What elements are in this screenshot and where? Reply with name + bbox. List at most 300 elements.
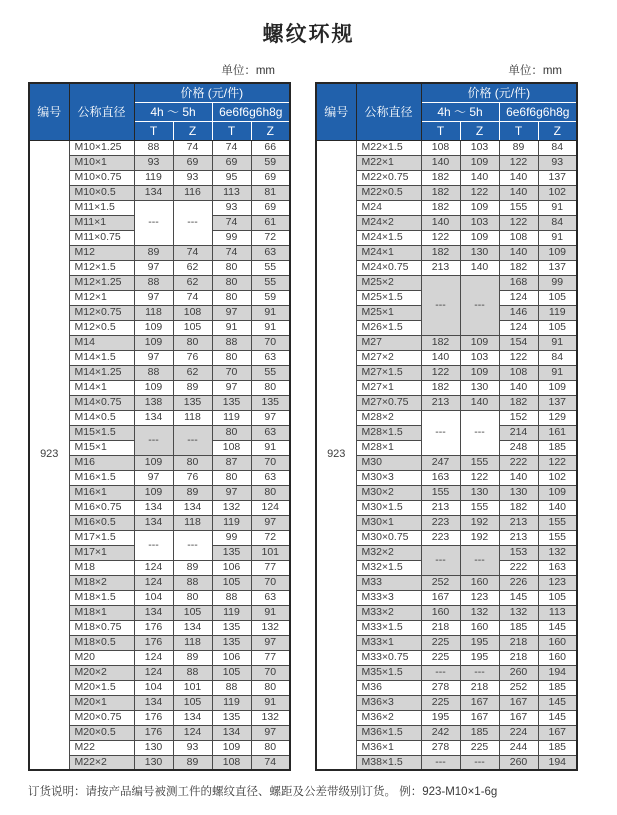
diameter-cell: M33: [356, 575, 421, 590]
table-row: [316, 215, 577, 230]
price-cell: 74: [212, 245, 251, 260]
price-cell: 155: [499, 200, 538, 215]
diameter-cell: M27×2: [356, 350, 421, 365]
diameter-cell: M16: [69, 455, 134, 470]
header-serial: 编号: [29, 83, 69, 140]
price-cell: 84: [538, 215, 577, 230]
price-cell: 80: [173, 455, 212, 470]
price-cell: 140: [460, 260, 499, 275]
price-cell: 135: [212, 635, 251, 650]
price-cell: 160: [460, 575, 499, 590]
table-row: [29, 485, 290, 500]
price-cell: 185: [538, 440, 577, 455]
price-cell: 122: [538, 455, 577, 470]
price-cell: 74: [212, 215, 251, 230]
table-row: [316, 515, 577, 530]
price-cell: 225: [421, 650, 460, 665]
diameter-cell: M20: [69, 650, 134, 665]
diameter-cell: M18×0.5: [69, 635, 134, 650]
price-cell: 167: [460, 695, 499, 710]
diameter-cell: M27: [356, 335, 421, 350]
table-row: [316, 650, 577, 665]
table-row: [29, 470, 290, 485]
price-cell: 89: [134, 245, 173, 260]
table-row: [316, 635, 577, 650]
diameter-cell: M25×1: [356, 305, 421, 320]
price-cell: 105: [173, 605, 212, 620]
price-cell: ---: [460, 410, 499, 455]
price-cell: 103: [460, 215, 499, 230]
unit-label-right: 单位：mm: [508, 65, 562, 77]
price-cell: 176: [134, 710, 173, 725]
table-row: [316, 140, 577, 155]
price-cell: 122: [421, 230, 460, 245]
table-row: [29, 335, 290, 350]
header-price-group: 价格 (元/件): [134, 83, 290, 102]
price-cell: 134: [173, 710, 212, 725]
diameter-cell: M14×1: [69, 380, 134, 395]
table-row: [29, 185, 290, 200]
table-row: [29, 245, 290, 260]
price-cell: 74: [173, 290, 212, 305]
diameter-cell: M22×1.5: [356, 140, 421, 155]
table-row: [316, 575, 577, 590]
price-cell: 252: [421, 575, 460, 590]
diameter-cell: M24×0.75: [356, 260, 421, 275]
price-cell: 104: [134, 590, 173, 605]
diameter-cell: M14×0.5: [69, 410, 134, 425]
price-cell: 88: [173, 575, 212, 590]
price-cell: 192: [460, 530, 499, 545]
table-row: [316, 380, 577, 395]
price-cell: 108: [212, 440, 251, 455]
price-cell: 77: [251, 650, 290, 665]
price-cell: 132: [251, 620, 290, 635]
price-cell: 140: [460, 395, 499, 410]
price-cell: 122: [460, 185, 499, 200]
price-cell: 109: [134, 320, 173, 335]
price-cell: 134: [134, 605, 173, 620]
price-cell: 81: [251, 185, 290, 200]
price-cell: 134: [173, 620, 212, 635]
price-cell: 155: [538, 530, 577, 545]
price-cell: 63: [251, 425, 290, 440]
price-cell: 109: [212, 740, 251, 755]
price-cell: 97: [134, 260, 173, 275]
price-cell: 105: [212, 575, 251, 590]
table-row: [29, 635, 290, 650]
price-cell: 182: [499, 395, 538, 410]
price-cell: 135: [212, 395, 251, 410]
diameter-cell: M25×1.5: [356, 290, 421, 305]
diameter-cell: M16×0.75: [69, 500, 134, 515]
price-cell: 185: [499, 620, 538, 635]
price-cell: 134: [134, 515, 173, 530]
table-row: [29, 260, 290, 275]
price-cell: 119: [212, 605, 251, 620]
diameter-cell: M36×1.5: [356, 725, 421, 740]
price-cell: 99: [212, 530, 251, 545]
price-cell: 132: [538, 545, 577, 560]
price-cell: 89: [173, 560, 212, 575]
price-cell: 155: [538, 515, 577, 530]
price-cell: 105: [173, 320, 212, 335]
price-cell: 91: [538, 200, 577, 215]
price-cell: ---: [460, 665, 499, 680]
price-cell: 97: [251, 410, 290, 425]
price-cell: 97: [251, 635, 290, 650]
header-z: Z: [460, 121, 499, 140]
price-cell: 91: [251, 320, 290, 335]
diameter-cell: M20×1.5: [69, 680, 134, 695]
price-cell: 134: [134, 410, 173, 425]
table-row: [29, 410, 290, 425]
price-cell: 195: [460, 650, 499, 665]
table-row: [316, 740, 577, 755]
price-cell: 89: [499, 140, 538, 155]
price-cell: 124: [499, 290, 538, 305]
price-cell: 88: [134, 275, 173, 290]
price-cell: 84: [538, 350, 577, 365]
price-cell: 242: [421, 725, 460, 740]
price-cell: 194: [538, 665, 577, 680]
price-cell: 123: [538, 575, 577, 590]
diameter-cell: M24: [356, 200, 421, 215]
price-cell: 116: [173, 185, 212, 200]
table-row: [29, 380, 290, 395]
price-cell: 63: [251, 350, 290, 365]
table-row: [316, 245, 577, 260]
price-cell: 163: [421, 470, 460, 485]
price-cell: 109: [460, 200, 499, 215]
price-cell: 103: [460, 140, 499, 155]
diameter-cell: M36×3: [356, 695, 421, 710]
table-row: [316, 500, 577, 515]
table-row: [316, 410, 577, 425]
diameter-cell: M16×1: [69, 485, 134, 500]
price-cell: 163: [538, 560, 577, 575]
price-cell: 88: [212, 680, 251, 695]
price-cell: 97: [212, 305, 251, 320]
price-cell: 185: [538, 680, 577, 695]
price-cell: 135: [251, 395, 290, 410]
price-cell: 140: [499, 170, 538, 185]
table-row: [29, 395, 290, 410]
price-cell: 146: [499, 305, 538, 320]
price-cell: ---: [460, 275, 499, 335]
diameter-cell: M20×0.5: [69, 725, 134, 740]
price-cell: 109: [134, 380, 173, 395]
table-row: [29, 740, 290, 755]
price-cell: 88: [212, 335, 251, 350]
price-cell: 109: [134, 485, 173, 500]
price-cell: 108: [212, 755, 251, 770]
diameter-cell: M16×0.5: [69, 515, 134, 530]
price-cell: ---: [134, 425, 173, 455]
header-z: Z: [538, 121, 577, 140]
price-cell: 134: [134, 185, 173, 200]
price-cell: 122: [460, 470, 499, 485]
price-cell: 213: [499, 530, 538, 545]
price-cell: ---: [421, 755, 460, 770]
price-cell: 70: [212, 365, 251, 380]
price-cell: 91: [251, 305, 290, 320]
diameter-cell: M36: [356, 680, 421, 695]
price-cell: 130: [460, 485, 499, 500]
price-cell: 214: [499, 425, 538, 440]
diameter-cell: M30×2: [356, 485, 421, 500]
price-cell: 135: [212, 710, 251, 725]
price-cell: 118: [173, 515, 212, 530]
price-cell: 91: [538, 230, 577, 245]
price-cell: 168: [499, 275, 538, 290]
price-cell: 80: [212, 425, 251, 440]
price-cell: 134: [134, 500, 173, 515]
serial-cell: 923: [29, 140, 69, 770]
price-cell: 93: [212, 200, 251, 215]
table-row: [29, 725, 290, 740]
price-cell: 76: [173, 350, 212, 365]
diameter-cell: M22×2: [69, 755, 134, 770]
diameter-cell: M12×1: [69, 290, 134, 305]
diameter-cell: M12×1.5: [69, 260, 134, 275]
price-cell: 140: [499, 245, 538, 260]
price-cell: 93: [134, 155, 173, 170]
header-t: T: [421, 121, 460, 140]
diameter-cell: M27×0.75: [356, 395, 421, 410]
table-row: [29, 680, 290, 695]
price-cell: 140: [421, 155, 460, 170]
price-cell: 55: [251, 275, 290, 290]
price-cell: 69: [212, 155, 251, 170]
price-cell: 119: [538, 305, 577, 320]
price-cell: 130: [134, 740, 173, 755]
price-cell: 155: [460, 500, 499, 515]
price-cell: 124: [134, 575, 173, 590]
diameter-cell: M33×0.75: [356, 650, 421, 665]
price-cell: 89: [173, 485, 212, 500]
price-cell: 124: [251, 500, 290, 515]
diameter-cell: M15×1: [69, 440, 134, 455]
price-cell: 74: [173, 140, 212, 155]
table-body-right: [316, 140, 577, 770]
price-cell: 122: [499, 215, 538, 230]
price-cell: 252: [499, 680, 538, 695]
diameter-cell: M12×0.5: [69, 320, 134, 335]
price-cell: 89: [173, 650, 212, 665]
price-cell: 167: [499, 695, 538, 710]
diameter-cell: M26×1.5: [356, 320, 421, 335]
table-body-left: [29, 140, 290, 770]
price-cell: 194: [538, 755, 577, 770]
header-z: Z: [173, 121, 212, 140]
price-cell: 167: [499, 710, 538, 725]
table-row: [29, 560, 290, 575]
price-cell: 134: [134, 695, 173, 710]
price-cell: 195: [460, 635, 499, 650]
price-cell: 109: [460, 335, 499, 350]
table-row: [316, 665, 577, 680]
price-cell: 135: [212, 620, 251, 635]
price-cell: 145: [499, 590, 538, 605]
price-cell: 74: [251, 755, 290, 770]
price-cell: ---: [421, 665, 460, 680]
price-table-left: [28, 82, 291, 771]
diameter-cell: M32×2: [356, 545, 421, 560]
price-cell: 80: [173, 590, 212, 605]
table-row: [29, 170, 290, 185]
price-cell: 224: [499, 725, 538, 740]
left-table-column: [28, 62, 289, 771]
price-cell: 105: [538, 290, 577, 305]
price-cell: 119: [212, 515, 251, 530]
header-z: Z: [251, 121, 290, 140]
price-cell: 109: [538, 380, 577, 395]
price-cell: 77: [251, 560, 290, 575]
table-row: [316, 545, 577, 560]
table-row: [316, 470, 577, 485]
price-cell: 97: [134, 470, 173, 485]
price-cell: 247: [421, 455, 460, 470]
price-cell: ---: [421, 275, 460, 335]
price-cell: 182: [421, 170, 460, 185]
diameter-cell: M11×0.75: [69, 230, 134, 245]
price-cell: 118: [134, 305, 173, 320]
price-cell: 55: [251, 365, 290, 380]
price-cell: 80: [212, 290, 251, 305]
diameter-cell: M38×1.5: [356, 755, 421, 770]
price-cell: 108: [421, 140, 460, 155]
header-grade-a: 4h ～ 5h: [421, 102, 499, 121]
price-cell: 59: [251, 290, 290, 305]
price-cell: 105: [538, 320, 577, 335]
table-row: [316, 395, 577, 410]
price-cell: 138: [134, 395, 173, 410]
price-cell: 72: [251, 230, 290, 245]
price-cell: 124: [173, 725, 212, 740]
diameter-cell: M20×0.75: [69, 710, 134, 725]
price-cell: 154: [499, 335, 538, 350]
price-cell: 108: [173, 305, 212, 320]
price-cell: 278: [421, 740, 460, 755]
header-t: T: [499, 121, 538, 140]
price-cell: 69: [251, 200, 290, 215]
price-cell: 130: [499, 485, 538, 500]
price-cell: 109: [460, 365, 499, 380]
price-cell: 70: [251, 335, 290, 350]
price-cell: 95: [212, 170, 251, 185]
table-row: [29, 320, 290, 335]
header-grade-b: 6e6f6g6h8g: [499, 102, 577, 121]
price-cell: 80: [212, 350, 251, 365]
header-grade-a: 4h ～ 5h: [134, 102, 212, 121]
price-cell: 72: [251, 530, 290, 545]
price-cell: 74: [173, 245, 212, 260]
diameter-cell: M14×1.5: [69, 350, 134, 365]
price-cell: 88: [134, 365, 173, 380]
price-cell: 69: [173, 155, 212, 170]
table-row: [29, 350, 290, 365]
price-cell: 80: [251, 485, 290, 500]
price-cell: 80: [173, 335, 212, 350]
price-cell: 225: [421, 695, 460, 710]
table-row: [29, 590, 290, 605]
table-row: [316, 710, 577, 725]
diameter-cell: M28×1.5: [356, 425, 421, 440]
price-cell: 134: [173, 500, 212, 515]
table-row: [29, 365, 290, 380]
price-cell: 137: [538, 170, 577, 185]
price-cell: 260: [499, 665, 538, 680]
price-cell: 97: [212, 380, 251, 395]
right-table-column: [315, 62, 576, 771]
price-cell: 182: [421, 200, 460, 215]
diameter-cell: M10×0.75: [69, 170, 134, 185]
header-diameter: 公称直径: [356, 83, 421, 140]
diameter-cell: M30×0.75: [356, 530, 421, 545]
table-row: [316, 275, 577, 290]
price-cell: ---: [421, 545, 460, 575]
diameter-cell: M33×2: [356, 605, 421, 620]
price-cell: 213: [499, 515, 538, 530]
price-cell: 55: [251, 260, 290, 275]
price-cell: 185: [460, 725, 499, 740]
serial-cell: 923: [316, 140, 356, 770]
price-cell: 109: [460, 155, 499, 170]
table-row: [316, 230, 577, 245]
price-cell: 93: [173, 740, 212, 755]
price-cell: 59: [251, 155, 290, 170]
price-cell: 167: [460, 710, 499, 725]
tables-container: [28, 62, 589, 771]
price-cell: 106: [212, 650, 251, 665]
price-cell: 66: [251, 140, 290, 155]
diameter-cell: M36×1: [356, 740, 421, 755]
diameter-cell: M17×1.5: [69, 530, 134, 545]
price-cell: 140: [421, 215, 460, 230]
table-row: [29, 665, 290, 680]
diameter-cell: M28×1: [356, 440, 421, 455]
diameter-cell: M22×0.75: [356, 170, 421, 185]
table-row: [29, 425, 290, 440]
price-cell: 97: [251, 515, 290, 530]
diameter-cell: M24×1.5: [356, 230, 421, 245]
price-cell: 278: [421, 680, 460, 695]
price-cell: 97: [251, 725, 290, 740]
price-cell: 80: [251, 380, 290, 395]
price-cell: 101: [173, 680, 212, 695]
header-t: T: [134, 121, 173, 140]
price-cell: 91: [251, 695, 290, 710]
price-cell: 105: [173, 695, 212, 710]
price-cell: 88: [134, 140, 173, 155]
table-row: [29, 290, 290, 305]
price-cell: 109: [538, 485, 577, 500]
price-cell: 145: [538, 710, 577, 725]
table-row: [29, 275, 290, 290]
price-cell: 140: [421, 350, 460, 365]
price-cell: 122: [499, 350, 538, 365]
table-row: [29, 650, 290, 665]
price-cell: ---: [134, 530, 173, 560]
price-cell: 153: [499, 545, 538, 560]
price-cell: 89: [173, 755, 212, 770]
diameter-cell: M14×0.75: [69, 395, 134, 410]
price-cell: 84: [538, 140, 577, 155]
price-cell: 182: [421, 335, 460, 350]
price-cell: 118: [173, 410, 212, 425]
price-cell: 109: [538, 245, 577, 260]
